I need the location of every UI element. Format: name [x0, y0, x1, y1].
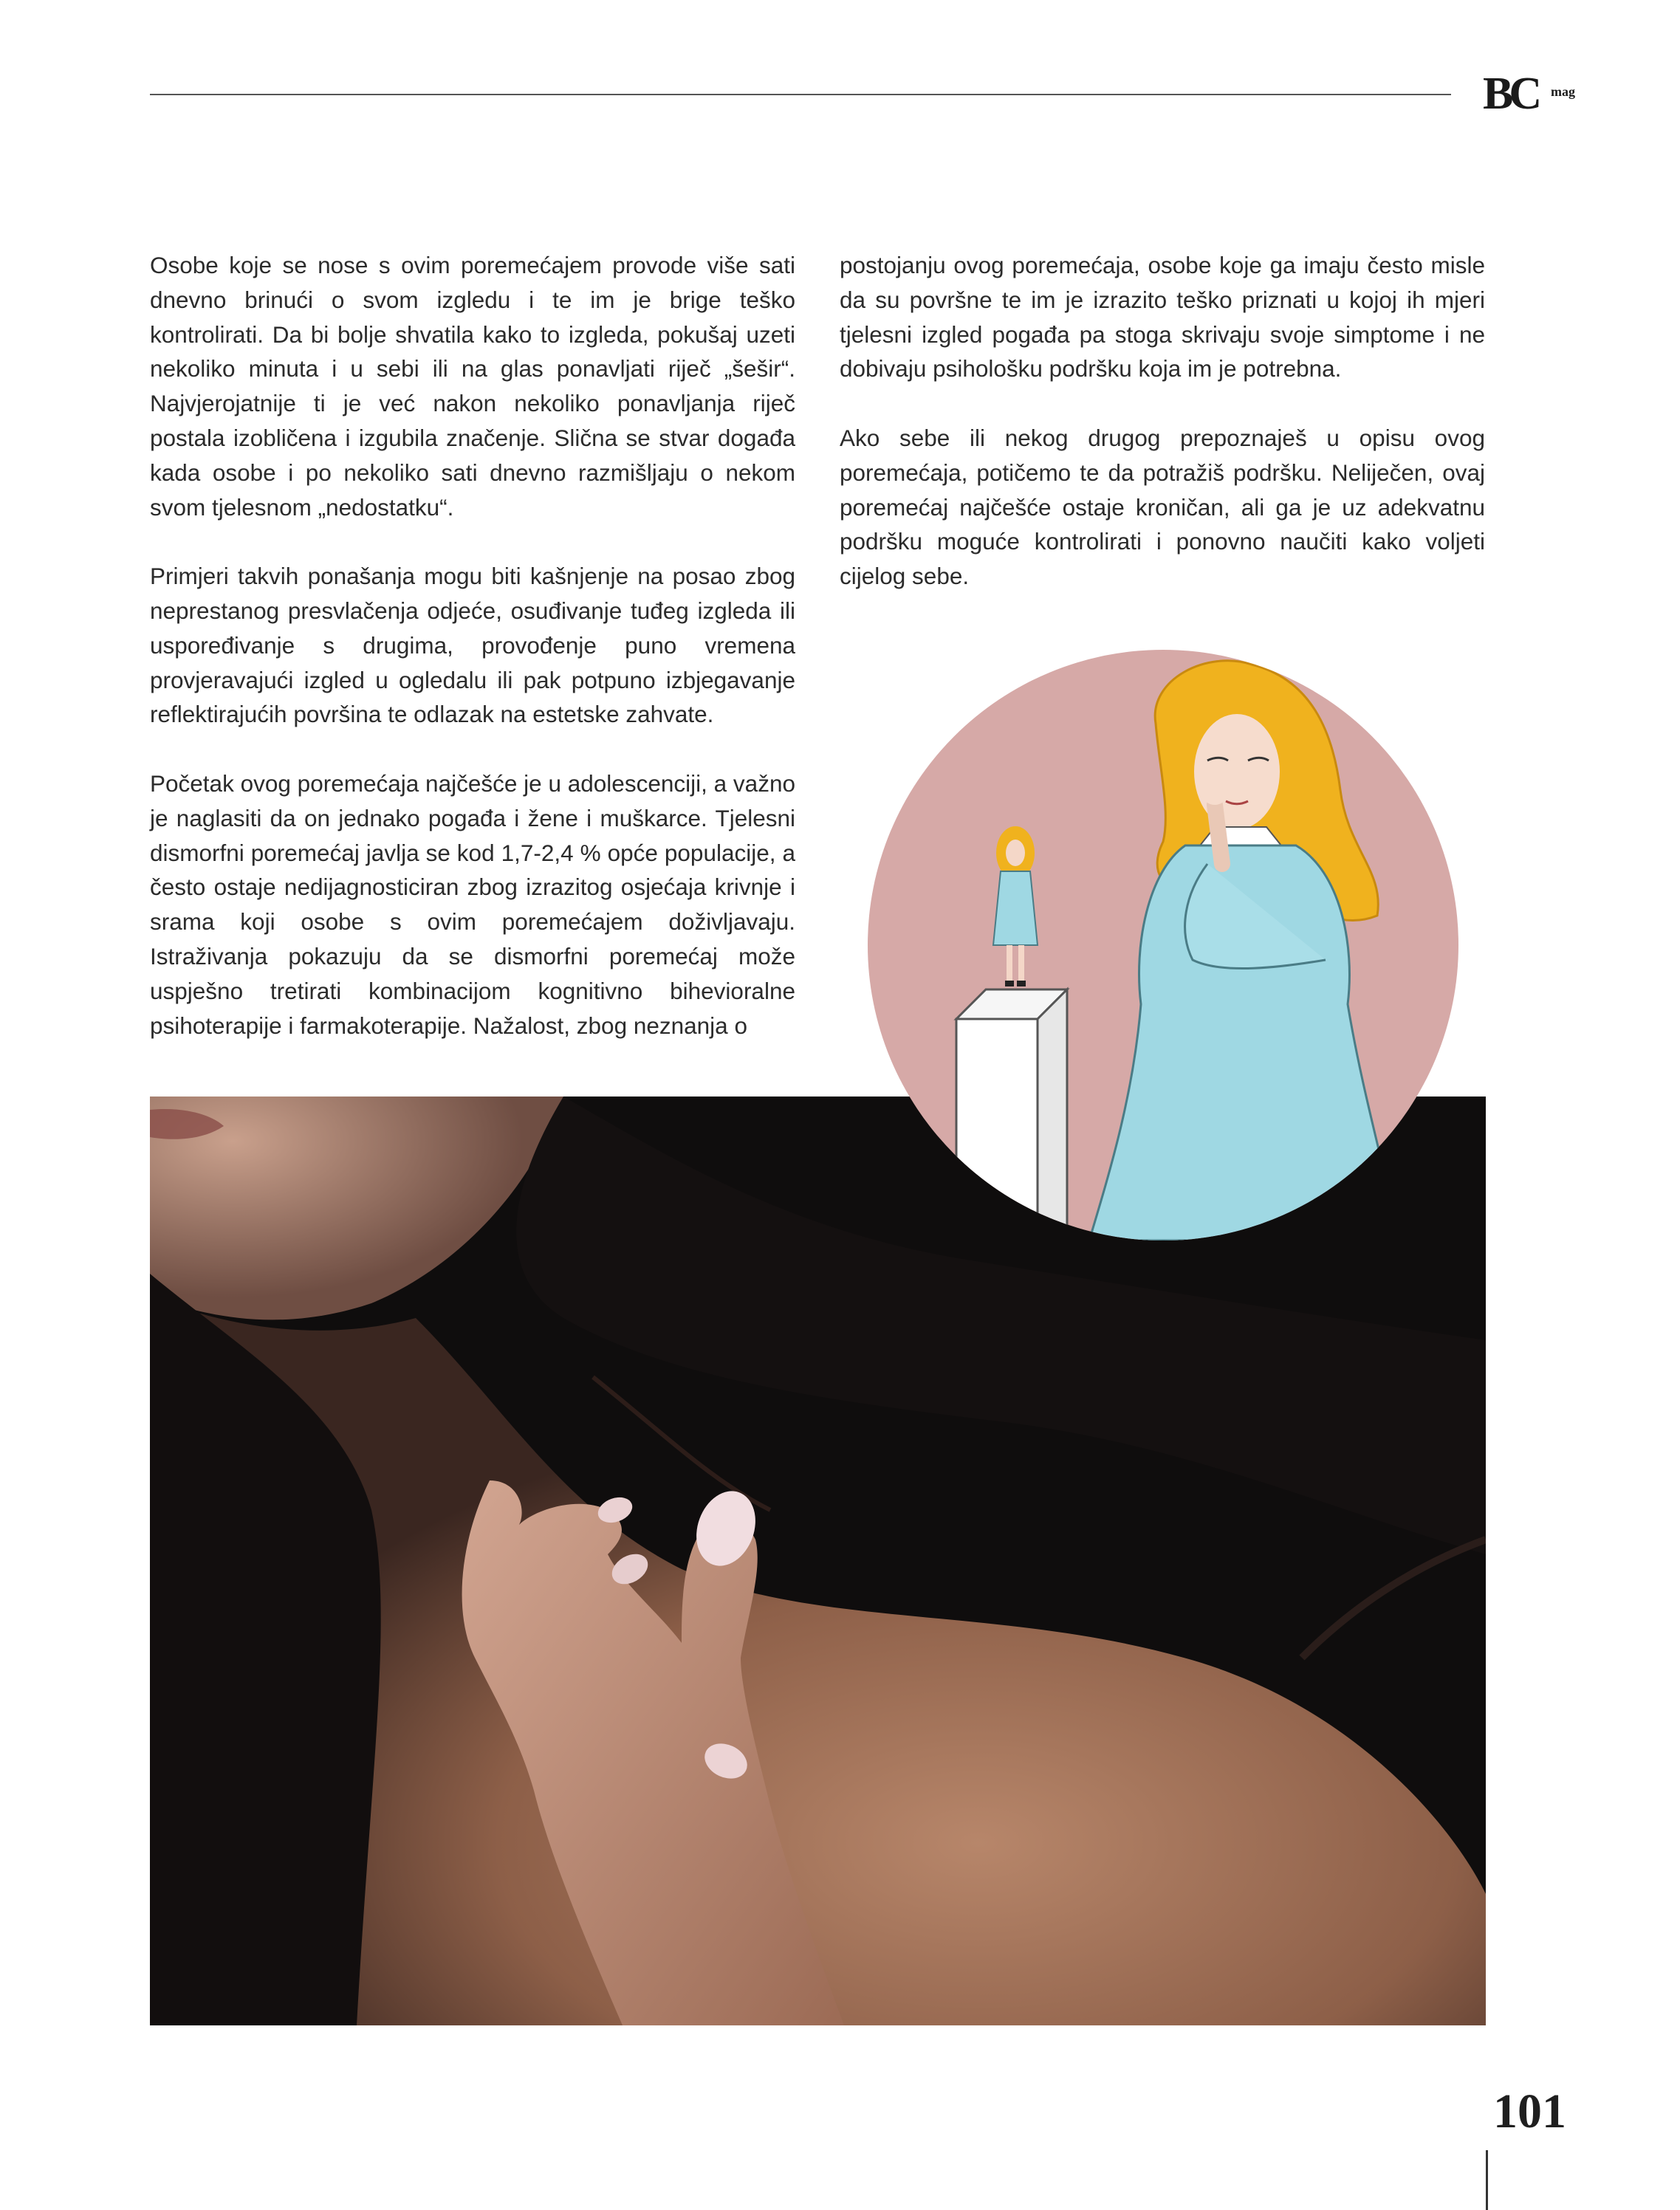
logo-sub: mag	[1551, 84, 1575, 99]
left-column	[150, 248, 795, 1043]
header-rule	[150, 94, 1451, 95]
logo-main: BC	[1483, 69, 1538, 119]
paragraph-2: Primjeri takvih ponašanja mogu biti kašnjenje na posao zbog neprestanog presvlačenja odjeće, osuđivanje tuđeg izgleda ili uspoređivanje s drugima, provođenje puno vremena provjeravajući izgled u ogledalu ili pak potpuno izbjegavanje reflektirajućih površina te odlazak na estetske zahvate.	[150, 563, 795, 728]
illustration-circle	[868, 650, 1458, 1240]
page-number: 101	[1493, 2084, 1566, 2138]
paragraph-1: Osobe koje se nose s ovim poremećajem provode više sati dnevno brinući o svom izgledu i te im je brige teško kontrolirati. Da bi bolje shvatila kako to izgleda, pokušaj uzeti nekoliko minuta i u sebi ili na glas ponavljati riječ „šešir“. Najvjerojatnije ti je već nakon nekoliko ponavljanja riječ postala izobličena i izgubila značenje. Slična se stvar događa kada osobe i po nekoliko sati dnevno razmišljaju o nekom svom tjelesnom „nedostatku“.	[150, 252, 795, 521]
right-column	[840, 248, 1485, 594]
paragraph-4: postojanju ovog poremećaja, osobe koje ga imaju često misle da su površne te im je izrazito teško priznati u kojoj ih mjeri tjelesni izgled pogađa pa stoga skrivaju svoje simptome i ne dobivaju psihološku podršku koja im je potrebna.	[840, 252, 1485, 382]
paragraph-3: Početak ovog poremećaja najčešće je u adolescenciji, a važno je naglasiti da on jednako pogađa i žene i muškarce. Tjelesni dismorfni poremećaj javlja se kod 1,7-2,4 % opće populacije, a često ostaje nedijagnosticiran zbog izrazitog osjećaja krivnje i srama koji osobe s ovim poremećajem doživljavaju. Istraživanja pokazuju da se dismorfni poremećaj može uspješno tretirati kombinacijom kognitivno bihevioralne psihoterapije i farmakoterapije. Nažalost, zbog neznanja o	[150, 769, 795, 1039]
paragraph-5: Ako sebe ili nekog drugog prepoznaješ u opisu ovog poremećaja, potičemo te da potražiš podršku. Neliječen, ovaj poremećaj najčešće ostaje kroničan, ali ga je uz adekvatnu podršku moguće kontrolirati i ponovno naučiti kako voljeti cijelog sebe.	[840, 424, 1485, 590]
photo-drawing	[150, 1097, 1486, 2025]
magazine-logo	[1483, 68, 1575, 120]
page-number-rule	[1486, 2150, 1488, 2210]
neck-shoulder-photo	[150, 1097, 1486, 2025]
illustration-drawing	[868, 650, 1458, 1240]
